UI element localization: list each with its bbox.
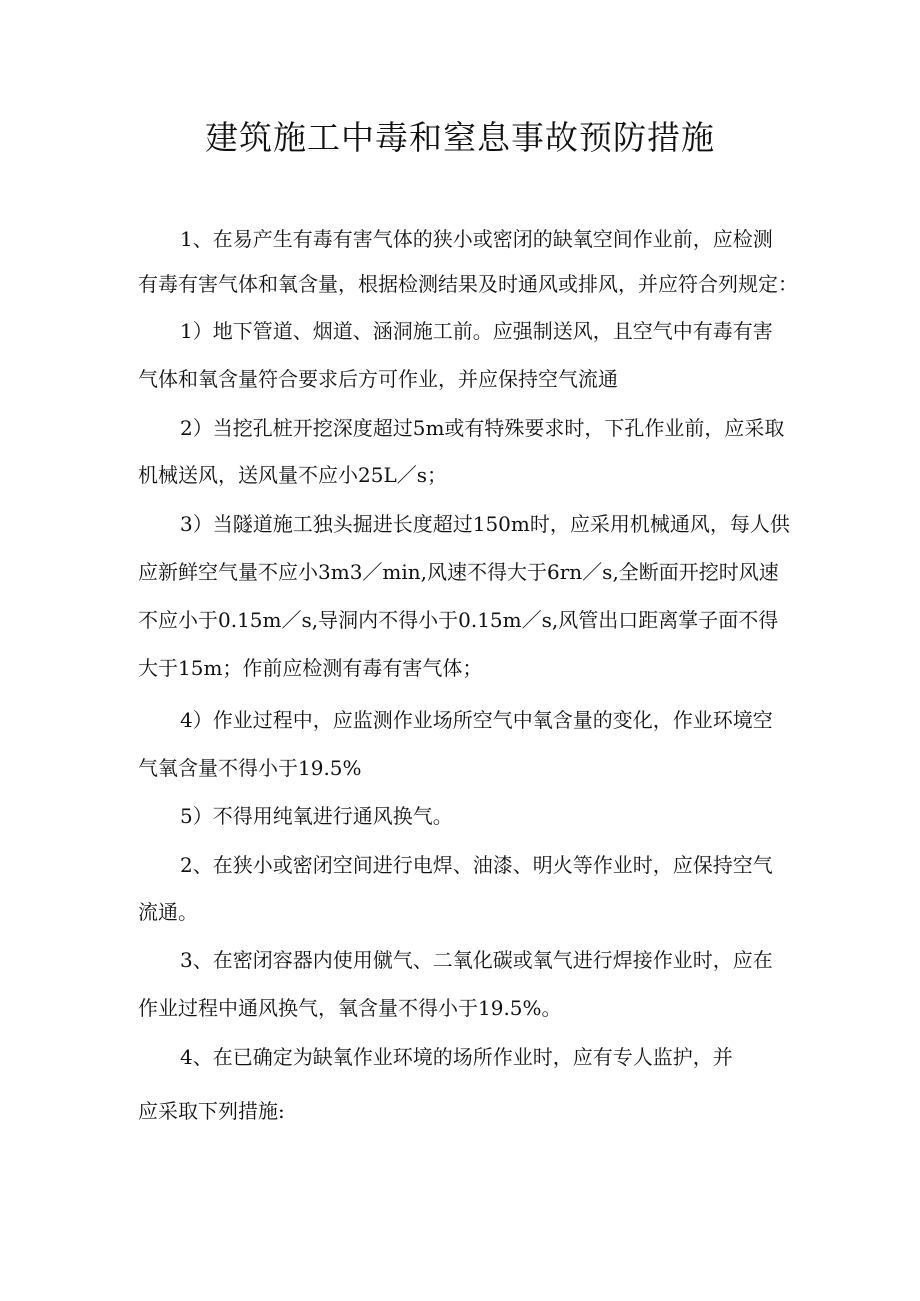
paragraph-line: 2）当挖孔桩开挖深度超过5m或有特殊要求时，下孔作业前，应采取 xyxy=(180,416,785,440)
paragraph-line: 应新鲜空气量不应小3m3／min,风速不得大于6rn／s,全断面开挖时风速 xyxy=(138,560,779,584)
paragraph-line: 4）作业过程中，应监测作业场所空气中氧含量的变化，作业环境空 xyxy=(180,708,773,732)
paragraph-line: 气氧含量不得小于19.5% xyxy=(138,756,362,780)
paragraph-line: 5）不得用纯氧进行通风换气。 xyxy=(180,804,453,828)
paragraph-line: 1）地下管道、烟道、涵洞施工前。应强制送风，且空气中有毒有害 xyxy=(180,319,773,343)
paragraph-line: 2、在狭小或密闭空间进行电焊、油漆、明火等作业时，应保持空气 xyxy=(180,853,773,877)
paragraph-line: 有毒有害气体和氧含量，根据检测结果及时通风或排风，并应符合列规定： xyxy=(138,272,798,296)
page-title: 建筑施工中毒和窒息事故预防措施 xyxy=(205,118,715,157)
paragraph-line: 机械送风，送风量不应小25L／s； xyxy=(138,463,447,487)
paragraph-line: 不应小于0.15m／s,导洞内不得小于0.15m／s,风管出口距离掌子面不得 xyxy=(138,608,779,632)
paragraph-line: 1、在易产生有毒有害气体的狭小或密闭的缺氧空间作业前，应检测 xyxy=(180,227,773,251)
paragraph-line: 作业过程中通风换气，氧含量不得小于19.5%。 xyxy=(138,996,562,1020)
paragraph-line: 3）当隧道施工独头掘进长度超过150m时，应采用机械通风，每人供 xyxy=(180,512,790,536)
paragraph-line: 4、在已确定为缺氧作业环境的场所作业时，应有专人监护，并 xyxy=(180,1045,733,1069)
paragraph-line: 大于15m；作前应检测有毒有害气体； xyxy=(138,656,483,680)
paragraph-line: 流通。 xyxy=(138,900,198,924)
paragraph-line: 应采取下列措施: xyxy=(138,1099,285,1123)
paragraph-line: 3、在密闭容器内使用僦气、二氧化碳或氧气进行焊接作业时，应在 xyxy=(180,948,773,972)
paragraph-line: 气体和氧含量符合要求后方可作业，并应保持空气流通 xyxy=(138,367,618,391)
